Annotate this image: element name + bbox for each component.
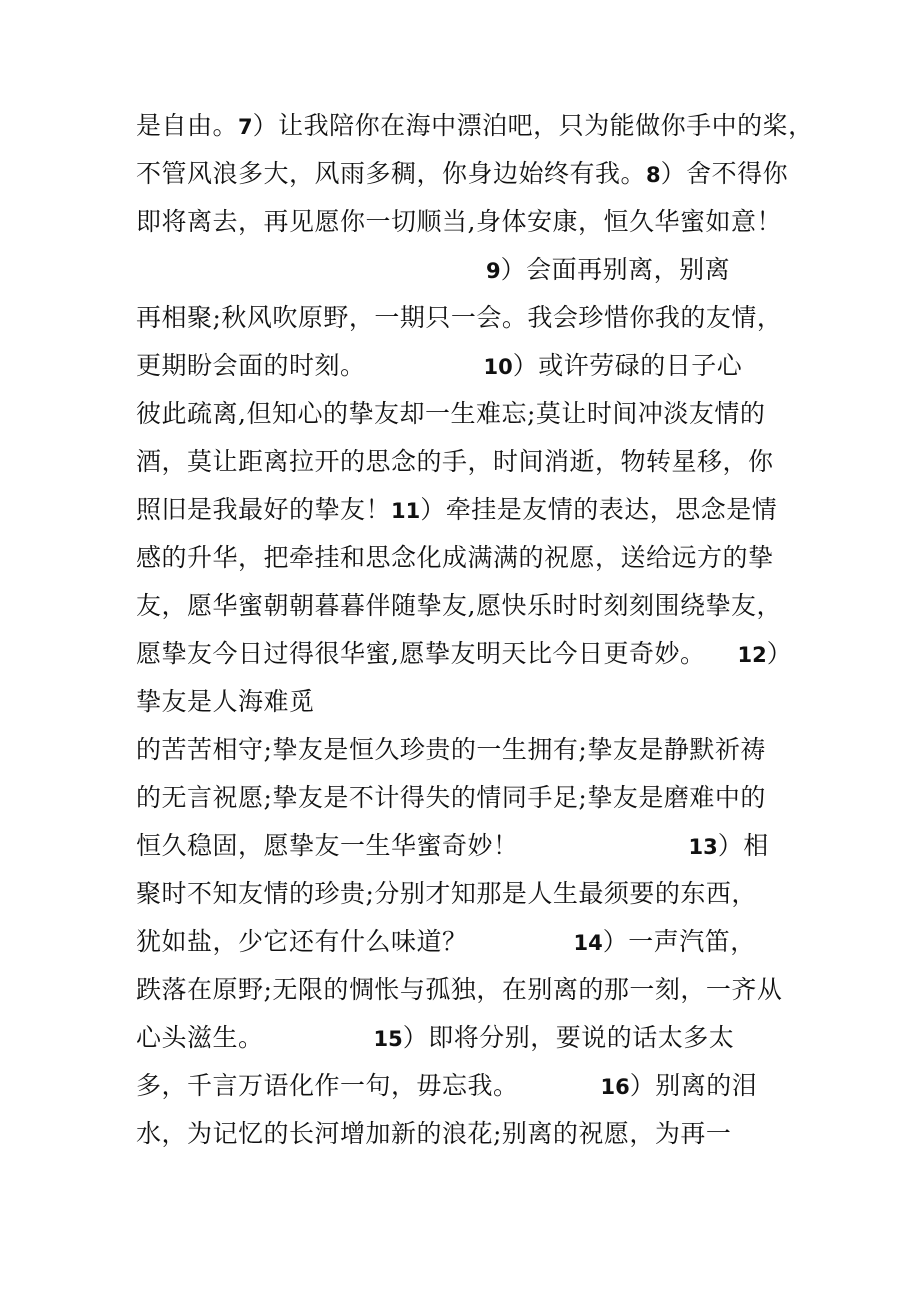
text-line xyxy=(136,346,796,386)
text-line xyxy=(136,1114,796,1154)
text-run: 聚时不知友情的珍贵;分别才知那是人生最须要的东西， xyxy=(136,879,757,908)
text-run: ）让我陪你在海中漂泊吧，只为能做你手中的桨， xyxy=(252,111,814,140)
text-line xyxy=(136,778,796,818)
text-line xyxy=(136,730,796,770)
text-run: 感的升华，把牵挂和思念化成满满的祝愿，送给远方的挚 xyxy=(136,543,774,572)
text-run: 酒，莫让距离拉开的思念的手，时间消逝，物转星移，你 xyxy=(136,447,774,476)
text-run: 恒久稳固，愿挚友一生华蜜奇妙！ xyxy=(136,831,519,860)
text-run: ）牵挂是友情的表达，思念是情 xyxy=(420,495,778,524)
item-number: 15 xyxy=(373,1027,403,1051)
text-run: ） xyxy=(766,639,793,668)
text-run: ）即将分别，要说的话太多太 xyxy=(402,1023,735,1052)
text-line xyxy=(136,106,814,146)
text-run: ）别离的泪 xyxy=(629,1071,758,1100)
text-run: ）会面再别离，别离 xyxy=(500,255,731,284)
text-line xyxy=(136,826,796,866)
text-line xyxy=(136,586,796,626)
text-run: 愿挚友今日过得很华蜜,愿挚友明天比今日更奇妙。 xyxy=(136,639,706,668)
text-run: 彼此疏离,但知心的挚友却一生难忘;莫让时间冲淡友情的 xyxy=(136,399,766,428)
text-line xyxy=(136,874,796,914)
text-run: ）相 xyxy=(717,831,769,860)
text-run: 的苦苦相守;挚友是恒久珍贵的一生拥有;挚友是静默祈祷 xyxy=(136,735,766,764)
text-line xyxy=(136,250,796,290)
item-number: 11 xyxy=(391,499,421,523)
text-run: ）舍不得你 xyxy=(660,159,789,188)
text-run: 跌落在原野;无限的惆怅与孤独，在别离的那一刻，一齐从 xyxy=(136,975,783,1004)
item-number: 10 xyxy=(483,355,513,379)
text-run: 的无言祝愿;挚友是不计得失的情同手足;挚友是磨难中的 xyxy=(136,783,766,812)
text-line xyxy=(136,970,796,1010)
text-line xyxy=(136,154,796,194)
text-run: 不管风浪多大，风雨多稠，你身边始终有我。 xyxy=(136,159,647,188)
text-line xyxy=(136,442,796,482)
item-number: 9 xyxy=(486,259,501,283)
text-run: 即将离去，再见愿你一切顺当,身体安康，恒久华蜜如意！ xyxy=(136,207,782,236)
item-number: 8 xyxy=(646,163,661,187)
text-run: 犹如盐，少它还有什么味道？ xyxy=(136,927,468,956)
text-line xyxy=(136,1018,796,1058)
text-run: ）或许劳碌的日子心 xyxy=(512,351,743,380)
text-line xyxy=(136,634,796,674)
text-run: 挚友是人海难觅 xyxy=(136,687,315,716)
text-run: 水，为记忆的长河增加新的浪花;别离的祝愿，为再一 xyxy=(136,1119,732,1148)
text-run: 照旧是我最好的挚友！ xyxy=(136,495,392,524)
text-run: 心头滋生。 xyxy=(136,1023,264,1052)
item-number: 12 xyxy=(737,643,767,667)
item-number: 13 xyxy=(688,835,718,859)
text-line xyxy=(136,682,796,722)
text-line xyxy=(136,922,796,962)
item-number: 16 xyxy=(600,1075,630,1099)
text-line xyxy=(136,490,796,530)
text-run: 友，愿华蜜朝朝暮暮伴随挚友,愿快乐时时刻刻围绕挚友， xyxy=(136,591,782,620)
text-run: 多，千言万语化作一句，毋忘我。 xyxy=(136,1071,519,1100)
text-line xyxy=(136,394,796,434)
text-line xyxy=(136,538,796,578)
text-run: 是自由。 xyxy=(136,111,239,140)
text-line xyxy=(136,202,796,242)
text-run: 更期盼会面的时刻。 xyxy=(136,351,366,380)
text-line xyxy=(136,298,796,338)
item-number: 7 xyxy=(238,115,253,139)
text-line xyxy=(136,1066,796,1106)
text-run: ）一声汽笛， xyxy=(602,927,756,956)
text-run: 再相聚;秋风吹原野，一期只一会。我会珍惜你我的友情， xyxy=(136,303,783,332)
item-number: 14 xyxy=(573,931,603,955)
